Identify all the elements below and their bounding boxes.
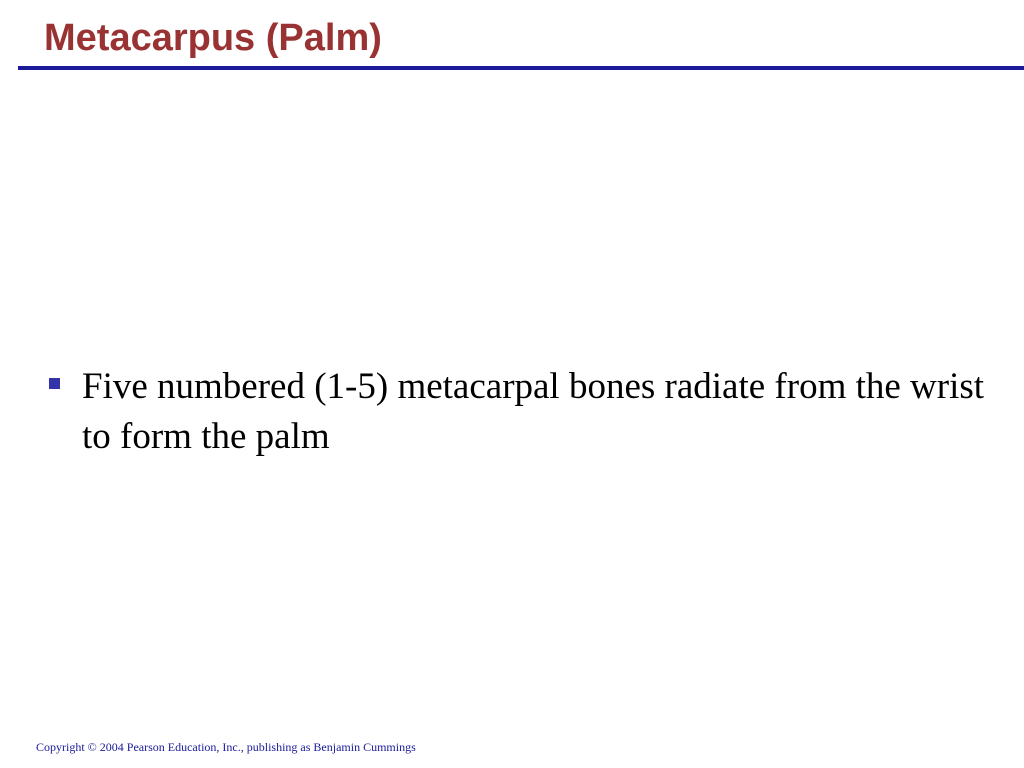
- copyright-footer: Copyright © 2004 Pearson Education, Inc., publishing as Benjamin Cummings: [36, 740, 416, 754]
- bullet-text: Five numbered (1-5) metacarpal bones radiate from the wrist to form the palm: [82, 366, 985, 457]
- title-underline-rule: [18, 66, 1024, 70]
- bullet-item: [44, 362, 1004, 462]
- slide-title: Metacarpus (Palm): [44, 17, 382, 59]
- bullet-list: [44, 362, 1004, 462]
- square-bullet-icon: [49, 378, 60, 389]
